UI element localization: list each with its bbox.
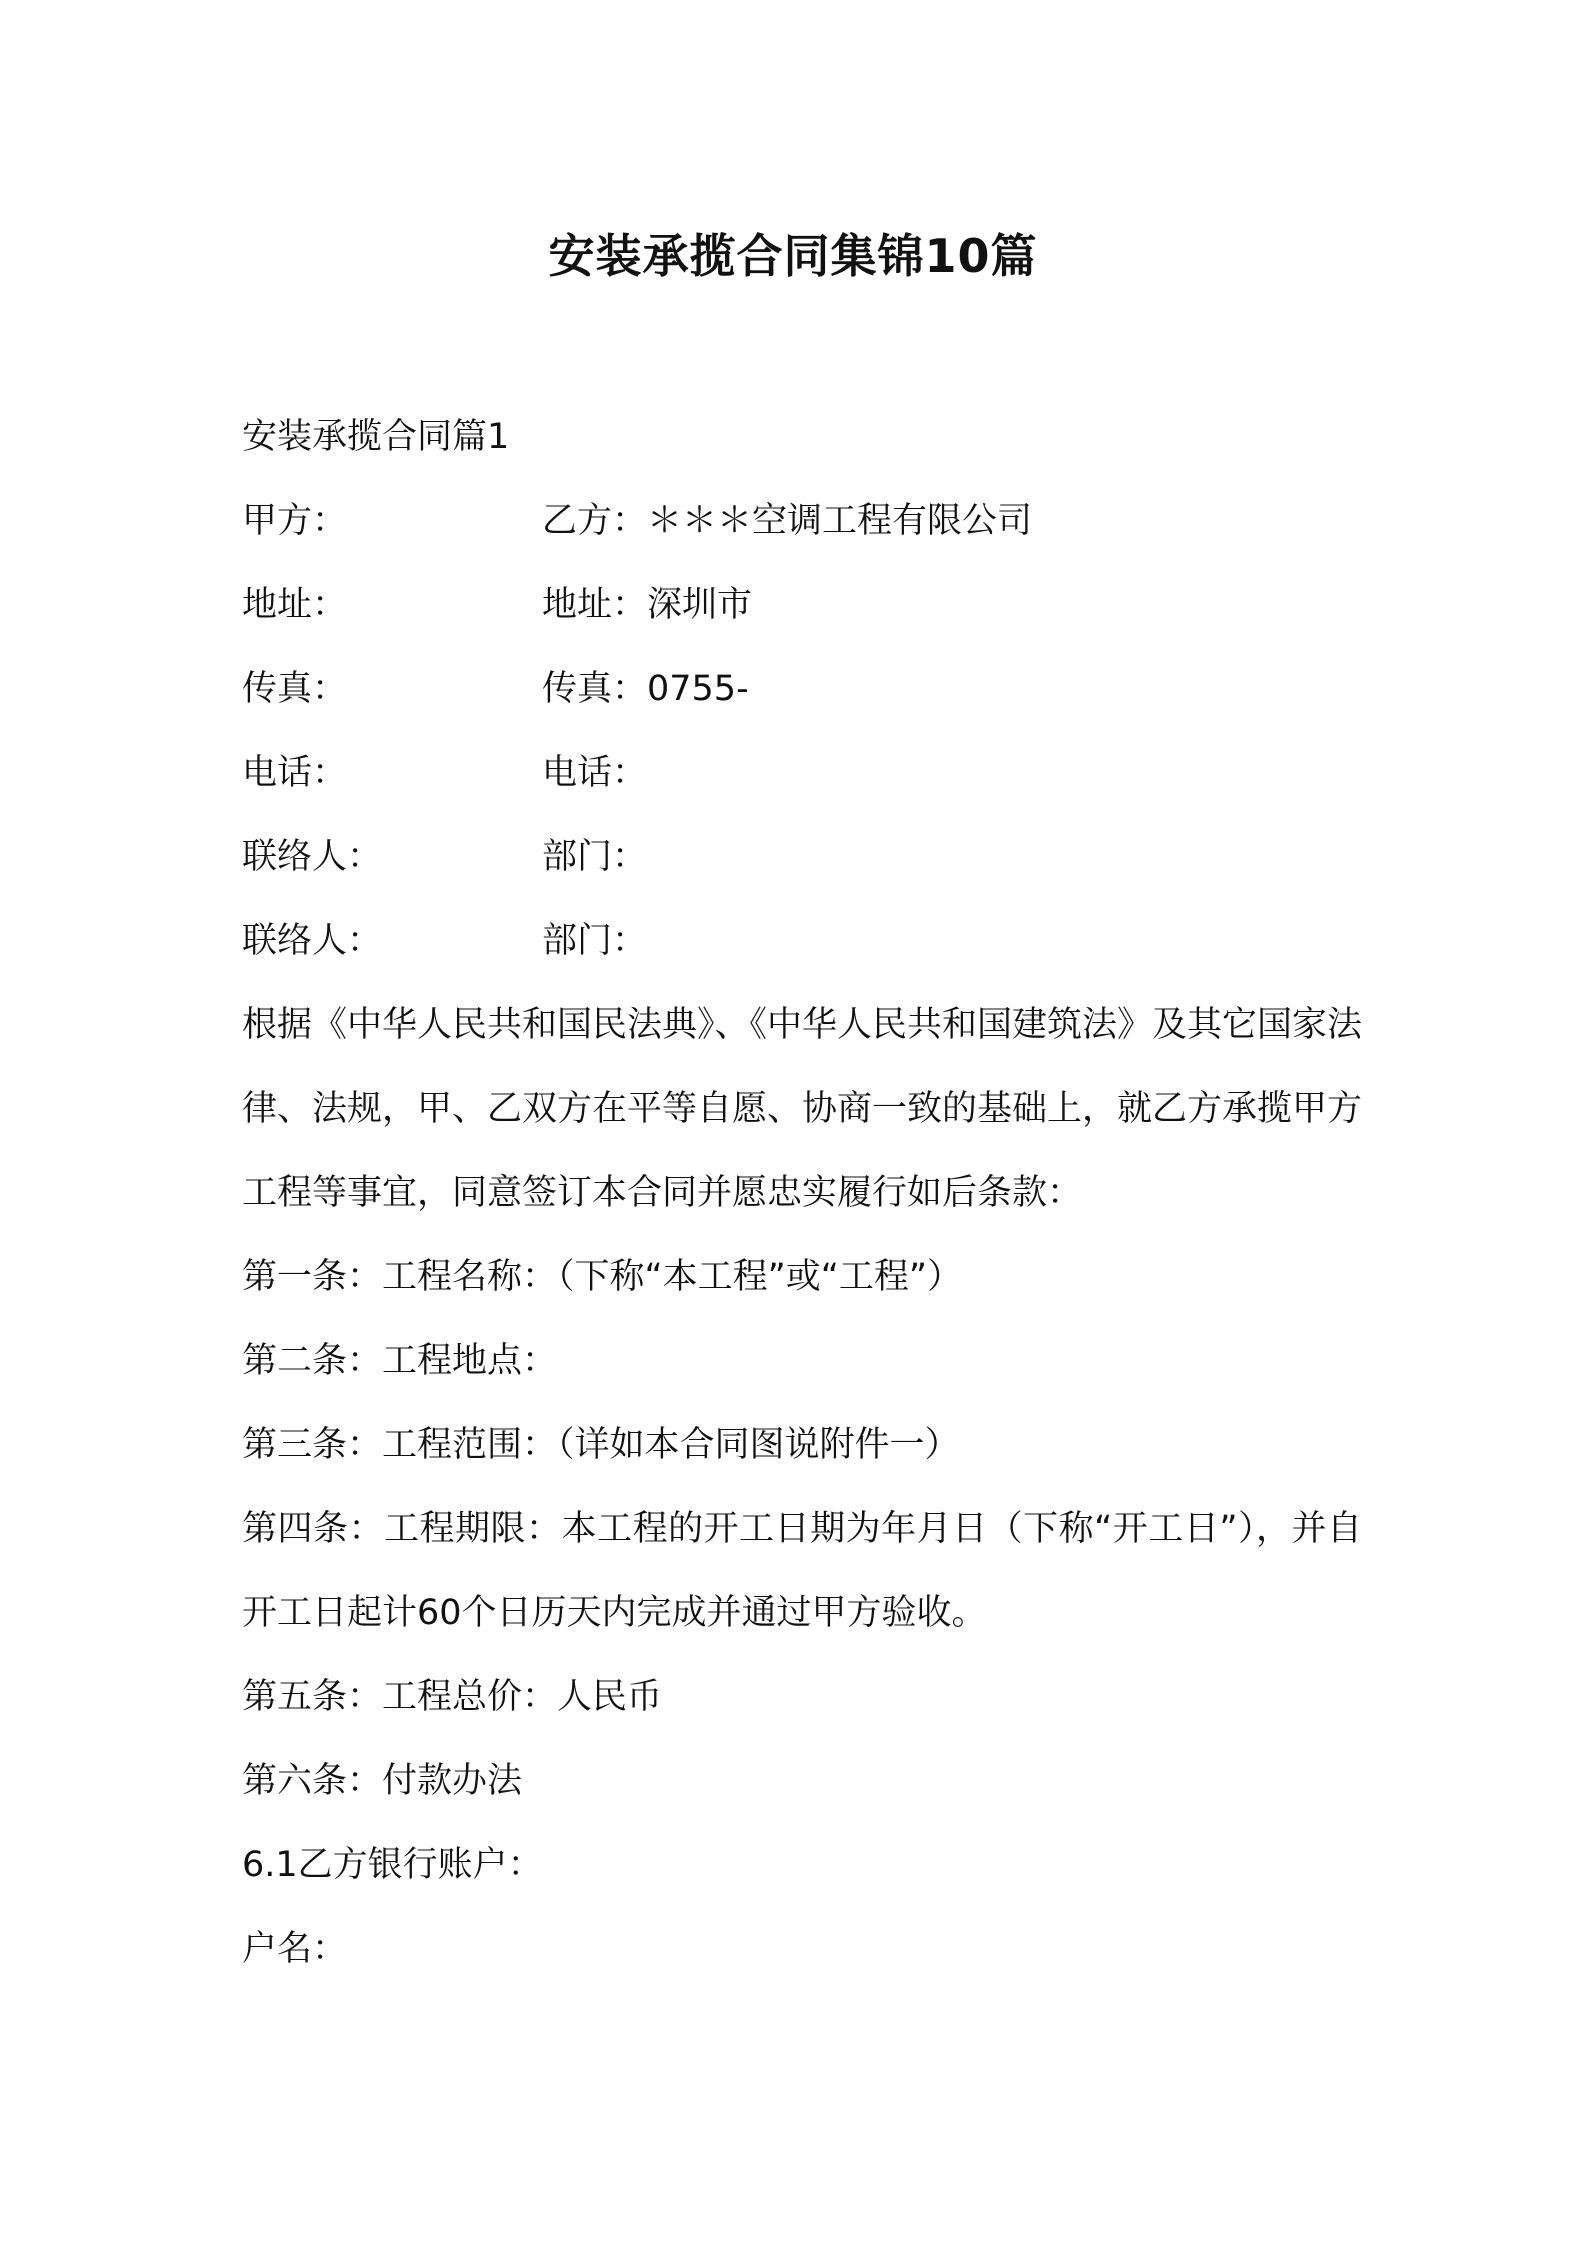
party-b-label: 乙方：＊＊＊空调工程有限公司 (542, 501, 1033, 541)
clause-1: 第一条：工程名称：（下称“本工程”或“工程”） (242, 1257, 963, 1297)
party-a-contact: 联络人： (242, 921, 383, 961)
preamble-paragraph: 根据《中华人民共和国民法典》、《中华人民共和国建筑法》及其它国家法律、法规，甲、乙双方在平等自愿、协商一致的基础上，就乙方承揽甲方工程等事宜，同意签订本合同并愿忠实履行如后条款： (242, 1005, 1363, 1213)
contact-row (242, 909, 1362, 993)
fax-row (242, 657, 1362, 741)
phone-row (242, 741, 1362, 825)
section-heading: 安装承揽合同篇1 (242, 417, 510, 457)
address-row (242, 573, 1362, 657)
clause-5: 第五条：工程总价：人民币 (242, 1677, 663, 1717)
account-name: 户名： (242, 1929, 348, 1969)
party-a-fax: 传真： (242, 669, 348, 709)
clause-6-1: 6.1乙方银行账户： (242, 1845, 543, 1885)
clause-4: 第四条：工程期限：本工程的开工日期为年月日（下称“开工日”），并自开工日起计60个日历天内完成并通过甲方验收。 (242, 1509, 1362, 1633)
party-b-phone: 电话： (542, 753, 648, 793)
clause-2: 第二条：工程地点： (242, 1341, 558, 1381)
party-b-department: 部门： (542, 921, 648, 961)
party-b-department: 部门： (542, 837, 648, 877)
document-title: 安装承揽合同集锦10篇 (548, 229, 1038, 283)
party-b-fax: 传真：0755- (542, 669, 749, 709)
document-body (242, 405, 1362, 2001)
party-a-phone: 电话： (242, 753, 348, 793)
clause-6: 第六条：付款办法 (242, 1761, 523, 1801)
party-b-address: 地址：深圳市 (542, 585, 753, 625)
party-a-address: 地址： (242, 585, 348, 625)
contact-row (242, 825, 1362, 909)
party-row (242, 489, 1362, 573)
party-a-label: 甲方： (242, 501, 348, 541)
clause-3: 第三条：工程范围：（详如本合同图说附件一） (242, 1425, 960, 1465)
party-a-contact: 联络人： (242, 837, 383, 877)
